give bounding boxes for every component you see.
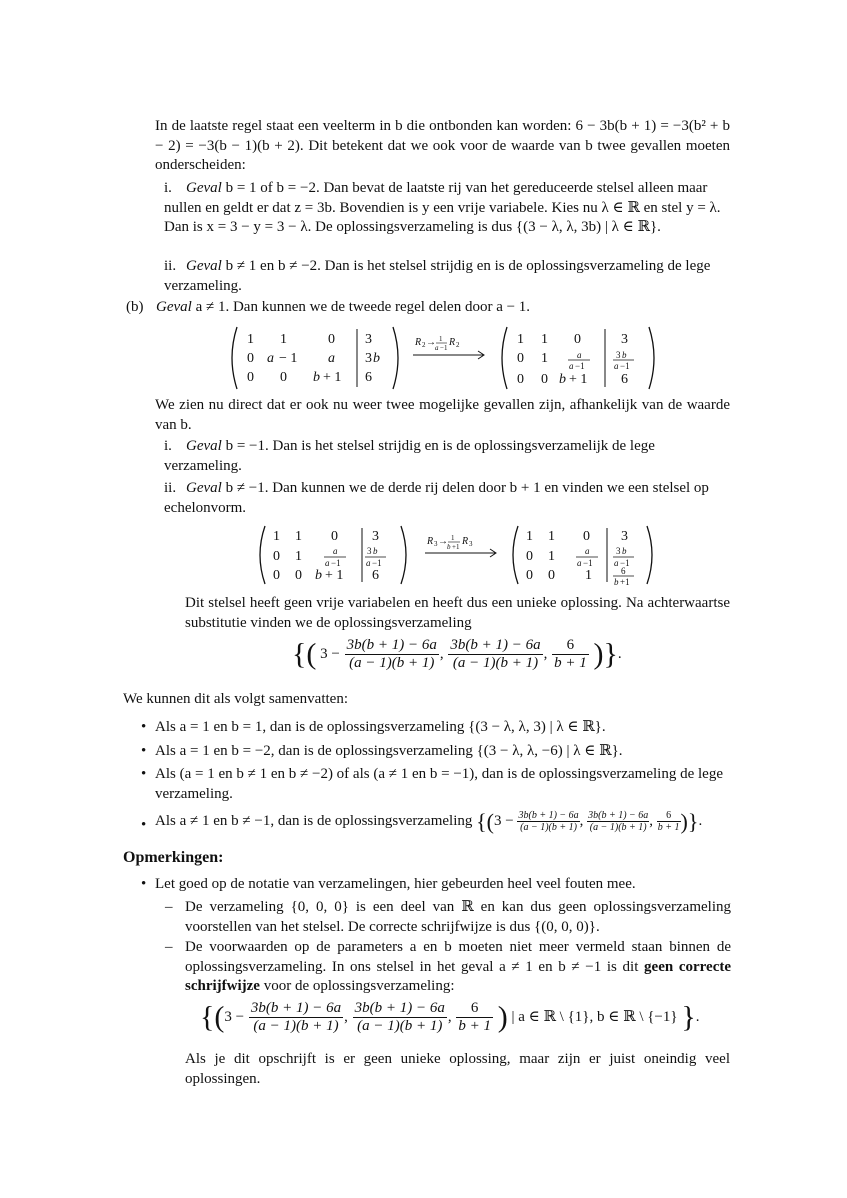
svg-text:6: 6	[621, 372, 628, 387]
svg-text:1: 1	[280, 332, 287, 347]
svg-text:0: 0	[517, 372, 524, 387]
svg-text:1: 1	[548, 529, 555, 544]
wrong-notation-display: {(3 − $\frac{3b(b + 1) - 6a}{(a - 1)(b + 1)}$ , $\frac{3b(b + 1) - 6a}{(a - 1)(b + 1)}$ , $\frac{6}{b + 1}$ ) | a ∈ ℝ \ {1}, b ∈ ℝ \ {−1} }.	[200, 1000, 700, 1034]
three-minus: 3 −	[320, 645, 340, 662]
svg-text:a: a	[585, 546, 590, 556]
svg-text:6: 6	[372, 568, 379, 583]
dash-icon: –	[165, 899, 173, 915]
svg-text:0: 0	[247, 370, 254, 385]
two-cases-paragraph: We zien nu direct dat er ook nu weer twee mogelijke gevallen zijn, afhankelijk van de waarde van b.	[155, 397, 730, 433]
bullet-icon: •	[141, 766, 147, 782]
svg-text:a: a	[328, 351, 335, 366]
svg-text:R: R	[427, 536, 434, 547]
svg-text:0: 0	[548, 568, 555, 583]
small-fraction: $\frac{6}{b + 1}$	[657, 810, 680, 833]
svg-text:1: 1	[548, 549, 555, 564]
open-brace: {(	[292, 637, 317, 671]
fraction-y: $\frac{3b(b + 1) - 6a}{(a - 1)(b + 1)}$	[354, 1000, 445, 1034]
case-label: Geval	[186, 438, 222, 454]
svg-text:→: →	[438, 536, 448, 547]
svg-text:a: a	[267, 351, 274, 366]
case-text: b = 1 of b = −2. Dan bevat de laatste rij van het gereduceerde stelsel alleen maar nullen en geldt er dat z = 3b. Bovendien is y een vrije variabele. Kies nu λ ∈ ℝ en stel y = λ. Dan is x = 3 − y = 3 − λ. De oplossingsverzameling is dus {(3 − λ, λ, 3b) | λ ∈ ℝ}.	[164, 180, 721, 235]
remarks-heading: Opmerkingen:	[123, 849, 224, 866]
svg-text:1: 1	[451, 534, 455, 542]
svg-text:+1: +1	[452, 543, 460, 551]
svg-text:1: 1	[585, 568, 592, 583]
svg-text:6: 6	[621, 566, 626, 576]
svg-text:a: a	[366, 558, 371, 568]
bullet-icon: •	[141, 719, 147, 735]
svg-text:a: a	[614, 361, 619, 371]
case-b	[126, 298, 731, 318]
summary-intro: We kunnen dit als volgt samenvatten:	[123, 691, 348, 707]
matrix-reduction-2	[255, 522, 665, 595]
small-fraction: $\frac{3b(b + 1) - 6a}{(a - 1)(b + 1)}$	[518, 810, 579, 833]
condition-text: | a ∈ ℝ \ {1}, b ∈ ℝ \ {−1}	[511, 1008, 678, 1025]
svg-text:−1: −1	[575, 361, 585, 371]
svg-text:0: 0	[574, 332, 581, 347]
svg-text:b: b	[315, 568, 322, 583]
svg-text:R: R	[449, 337, 456, 348]
svg-text:1: 1	[273, 529, 280, 544]
fraction-z: $\frac{6}{b + 1}$	[458, 1000, 491, 1034]
svg-text:3: 3	[434, 540, 438, 548]
list-item: • Als a = 1 en b = −2, dan is de oplossingsverzameling {(3 − λ, λ, −6) | λ ∈ ℝ}.	[141, 742, 731, 762]
case-text: a ≠ 1. Dan kunnen we de tweede regel delen door a − 1.	[195, 299, 531, 315]
svg-text:−1: −1	[372, 558, 382, 568]
matrix-reduction-1	[225, 323, 665, 400]
svg-text:3: 3	[365, 351, 372, 366]
list-item: • Als (a = 1 en b ≠ 1 en b ≠ −2) of als (a ≠ 1 en b = −1), dan is de oplossingsverzameling de lege verzameling.	[141, 766, 723, 802]
case-label: Geval	[186, 258, 222, 274]
fraction-z: $\frac{6}{b + 1}$	[554, 637, 587, 671]
svg-text:0: 0	[583, 529, 590, 544]
svg-text:+1: +1	[620, 577, 630, 587]
svg-text:+ 1: + 1	[325, 568, 344, 583]
close-brace: )}	[593, 637, 618, 671]
case-label: Geval	[186, 480, 222, 496]
svg-text:3: 3	[469, 540, 473, 548]
svg-text:3: 3	[621, 332, 628, 347]
fraction-x: $\frac{3b(b + 1) - 6a}{(a - 1)(b + 1)}$	[346, 637, 437, 671]
svg-text:1: 1	[541, 332, 548, 347]
svg-text:b: b	[559, 372, 566, 387]
svg-text:a: a	[614, 558, 619, 568]
svg-text:a: a	[333, 546, 338, 556]
svg-text:0: 0	[331, 529, 338, 544]
svg-text:a: a	[569, 361, 574, 371]
svg-text:1: 1	[541, 351, 548, 366]
remark-dash-2: – De voorwaarden op de parameters a en b moeten niet meer vermeld staan binnen de oplossingsverzameling. In ons stelsel in het geval a ≠ 1 en b ≠ −1 is dit geen correcte schrijfwijze voor de oplossingsverzameling:	[165, 939, 732, 994]
svg-text:6: 6	[365, 370, 372, 385]
augmented-matrix-figure-1	[225, 323, 665, 393]
remark-bullet: • Let goed op de notatie van verzamelingen, hier gebeurden heel veel fouten mee.	[141, 875, 731, 895]
svg-text:0: 0	[280, 370, 287, 385]
svg-text:3: 3	[616, 350, 621, 360]
svg-text:b: b	[614, 577, 619, 587]
svg-text:b: b	[447, 543, 451, 551]
svg-text:3: 3	[372, 529, 379, 544]
svg-text:b: b	[622, 350, 627, 360]
bullet-icon: •	[141, 817, 147, 833]
svg-text:a: a	[325, 558, 330, 568]
bullet-icon: •	[141, 876, 147, 892]
list-item: • Als a = 1 en b = 1, dan is de oplossingsverzameling {(3 − λ, λ, 3) | λ ∈ ℝ}.	[141, 718, 731, 738]
fraction-y: $\frac{3b(b + 1) - 6a}{(a - 1)(b + 1)}$	[450, 637, 541, 671]
svg-text:b: b	[373, 351, 380, 366]
case-label: Geval	[156, 299, 192, 315]
case-a-i	[164, 179, 729, 238]
fraction-x: $\frac{3b(b + 1) - 6a}{(a - 1)(b + 1)}$	[250, 1000, 342, 1034]
svg-text:1: 1	[295, 529, 302, 544]
svg-text:0: 0	[541, 372, 548, 387]
svg-text:a: a	[577, 558, 582, 568]
unique-solution-paragraph: Dit stelsel heeft geen vrije variabelen en heeft dus een unieke oplossing. Na achterwaartse substitutie vinden we de oplossingsverzameling	[185, 595, 730, 631]
svg-text:−1: −1	[440, 344, 448, 352]
svg-text:+ 1: + 1	[569, 372, 588, 387]
svg-text:3: 3	[365, 332, 372, 347]
svg-text:0: 0	[295, 568, 302, 583]
case-b-ii	[164, 479, 729, 518]
svg-text:− 1: − 1	[279, 351, 298, 366]
case-marker: i.	[164, 438, 172, 454]
svg-text:3: 3	[616, 546, 621, 556]
summary-list	[141, 718, 731, 833]
solution-set-display: {( 3 − $\frac{3b(b + 1) - 6a}{(a - 1)(b + 1)}$ , $\frac{3b(b + 1) - 6a}{(a - 1)(b + 1)}$ , $\frac{6}{b + 1}$ )}.	[292, 637, 622, 671]
svg-text:a: a	[577, 350, 582, 360]
svg-text:1: 1	[439, 335, 443, 343]
svg-text:1: 1	[526, 529, 533, 544]
svg-text:b: b	[373, 546, 378, 556]
case-marker: (b)	[126, 299, 144, 315]
small-fraction: $\frac{3b(b + 1) - 6a}{(a - 1)(b + 1)}$	[588, 810, 649, 833]
case-text: b ≠ 1 en b ≠ −2. Dan is het stelsel strijdig en is de oplossingsverzameling de lege verzameling.	[164, 258, 711, 294]
svg-text:b: b	[622, 546, 627, 556]
dash-icon: –	[165, 939, 173, 955]
case-label: Geval	[186, 180, 222, 196]
svg-text:−1: −1	[331, 558, 341, 568]
final-paragraph: Als je dit opschrijft is er geen unieke oplossing, maar zijn er juist oneindig veel oplossingen.	[185, 1051, 730, 1087]
svg-text:2: 2	[422, 341, 426, 349]
svg-text:3: 3	[367, 546, 372, 556]
svg-text:−1: −1	[583, 558, 593, 568]
case-b-i	[164, 437, 729, 476]
svg-text:−1: −1	[620, 361, 630, 371]
svg-text:1: 1	[517, 332, 524, 347]
case-marker: ii.	[164, 480, 177, 496]
list-item: • Als a ≠ 1 en b ≠ −1, dan is de oplossingsverzameling {(3 − $\frac{3b(b + 1) - 6a}{(a - 1)(b + 1)}$ , $\frac{3b(b + 1) - 6a}{(a - 1)(b + 1)}$ , $\frac{6}{b + 1}$ )}.	[141, 808, 703, 834]
svg-text:3: 3	[621, 529, 628, 544]
svg-text:0: 0	[526, 549, 533, 564]
svg-text:R: R	[415, 337, 422, 348]
svg-text:0: 0	[273, 568, 280, 583]
case-marker: i.	[164, 180, 172, 196]
svg-text:0: 0	[247, 351, 254, 366]
bullet-icon: •	[141, 742, 147, 759]
remark-dash-1: – De verzameling {0, 0, 0} is een deel van ℝ en kan dus geen oplossingsverzameling voorstellen van het stelsel. De correcte schrijfwijze is dus {(0, 0, 0)}.	[165, 899, 731, 935]
svg-text:+ 1: + 1	[323, 370, 342, 385]
svg-text:1: 1	[295, 549, 302, 564]
intro-paragraph: In de laatste regel staat een veelterm in b die ontbonden kan worden: 6 − 3b(b + 1) = −3(b² + b − 2) = −3(b − 1)(b + 2). Dit betekent dat we ook voor de waarde van b twee gevallen moeten onderscheiden:	[155, 118, 730, 173]
svg-text:R: R	[462, 536, 469, 547]
svg-text:1: 1	[247, 332, 254, 347]
case-a-ii	[164, 257, 729, 296]
augmented-matrix-figure-2	[255, 522, 665, 588]
svg-text:→: →	[426, 337, 436, 348]
case-text: b = −1. Dan is het stelsel strijdig en is de oplossingsverzamelijk de lege verzameling.	[164, 438, 655, 474]
svg-text:a: a	[435, 344, 439, 352]
svg-text:−1: −1	[620, 558, 630, 568]
case-text: b ≠ −1. Dan kunnen we de derde rij delen door b + 1 en vinden we een stelsel op echelonvorm.	[164, 480, 709, 516]
svg-text:0: 0	[526, 568, 533, 583]
svg-text:2: 2	[456, 341, 460, 349]
svg-text:0: 0	[328, 332, 335, 347]
svg-text:b: b	[313, 370, 320, 385]
case-marker: ii.	[164, 258, 177, 274]
svg-text:0: 0	[517, 351, 524, 366]
svg-text:0: 0	[273, 549, 280, 564]
